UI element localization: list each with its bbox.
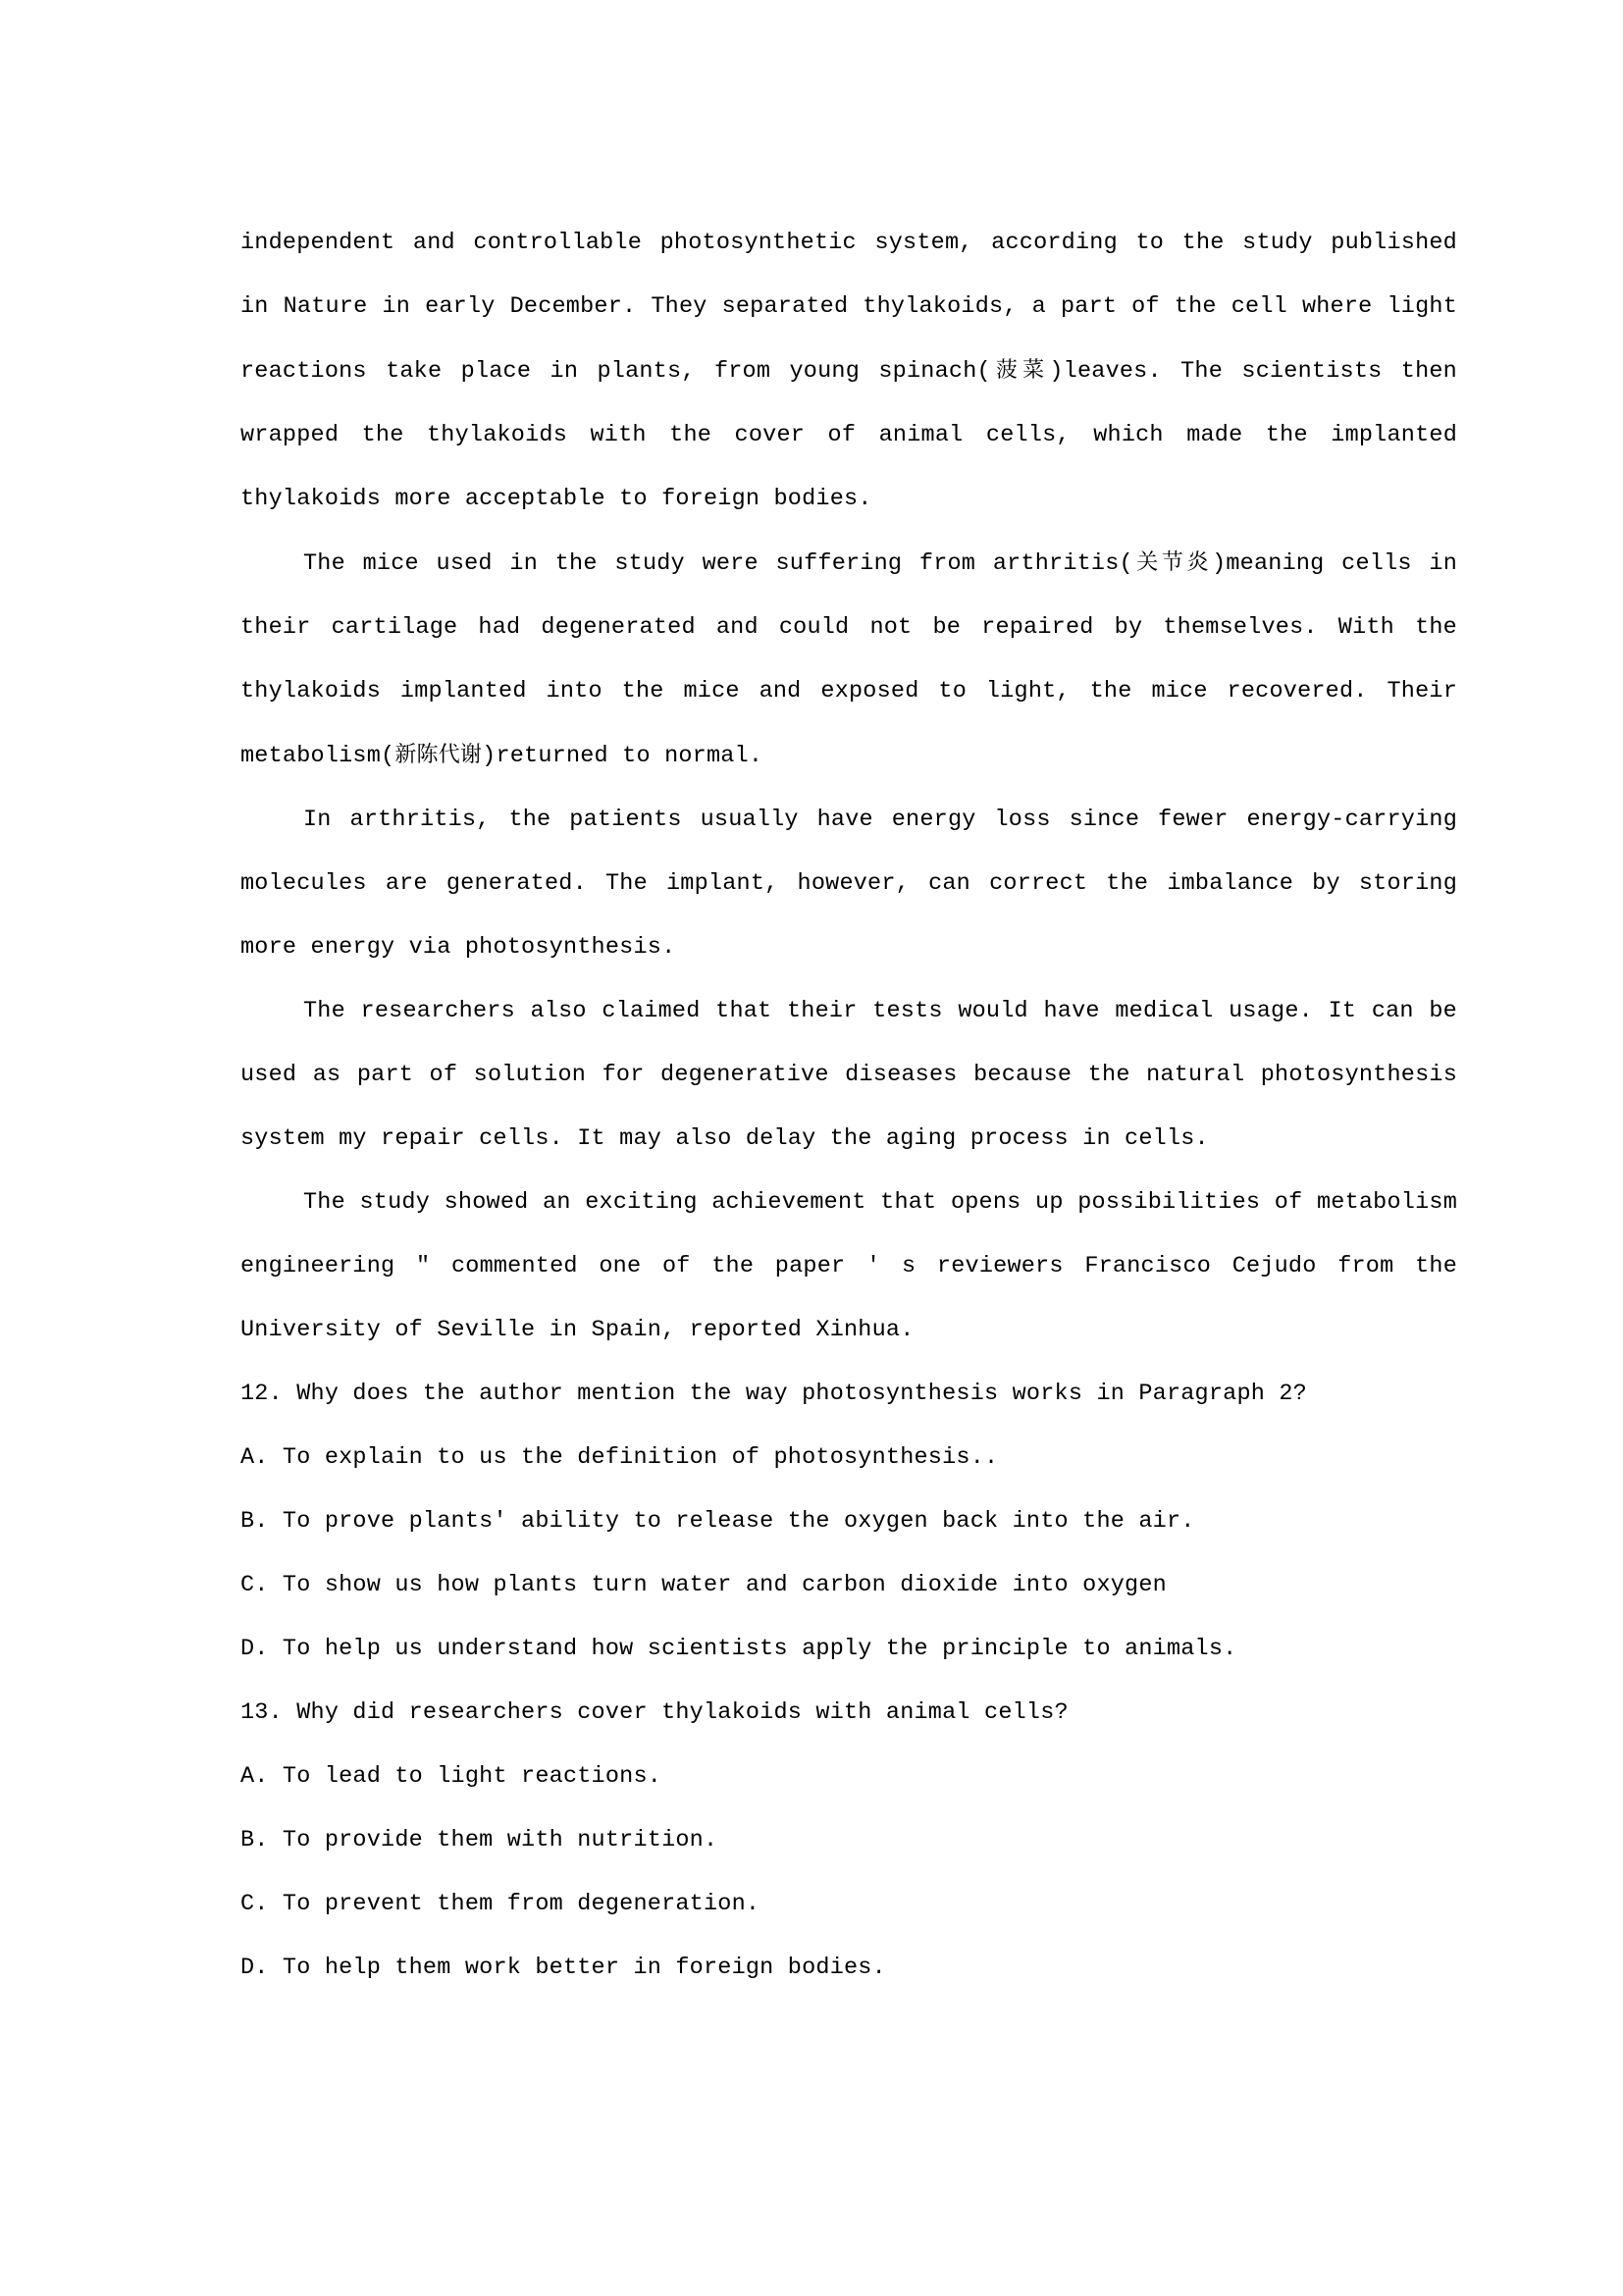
paragraph-2: The mice used in the study were suffering from arthritis(关节炎)meaning cells in their cartilage had degenerated and could not be repaired by themselves. With the thylakoids implanted into the mice and exposed to light, the mice recovered. Their metabolism(新陈代谢)returned to normal.: [240, 550, 1458, 769]
question-13-option-c[interactable]: C. To prevent them from degeneration.: [240, 1891, 760, 1917]
question-12-option-a[interactable]: A. To explain to us the definition of photosynthesis..: [240, 1444, 999, 1471]
paragraph-4: The researchers also claimed that their tests would have medical usage. It can be used as part of solution for degenerative diseases because the natural photosynthesis system my repair cells. It may also delay the aging process in cells.: [240, 998, 1457, 1152]
paragraph-3: In arthritis, the patients usually have energy loss since fewer energy-carrying molecules are generated. The implant, however, can correct the imbalance by storing more energy via photosynthesis.: [240, 807, 1457, 961]
question-12-option-c[interactable]: C. To show us how plants turn water and carbon dioxide into oxygen: [240, 1572, 1167, 1598]
question-13-stem: 13. Why did researchers cover thylakoids with animal cells?: [240, 1699, 1069, 1726]
question-13-option-a[interactable]: A. To lead to light reactions.: [240, 1763, 662, 1790]
document-body: [240, 211, 1457, 2000]
paragraph-5: The study showed an exciting achievement that opens up possibilities of metabolism engineering " commented one of the paper ' s reviewers Francisco Cejudo from the University of Seville in Spain, reported Xinhua.: [240, 1189, 1457, 1343]
paragraph-1: independent and controllable photosynthetic system, according to the study published in Nature in early December. They separated thylakoids, a part of the cell where light reactions take place in plants, from young spinach(菠菜)leaves. The scientists then wrapped the thylakoids with the cover of animal cells, which made the implanted thylakoids more acceptable to foreign bodies.: [240, 230, 1457, 512]
question-12-stem: 12. Why does the author mention the way photosynthesis works in Paragraph 2?: [240, 1381, 1307, 1407]
question-13-option-b[interactable]: B. To provide them with nutrition.: [240, 1827, 718, 1853]
question-12-option-b[interactable]: B. To prove plants' ability to release the oxygen back into the air.: [240, 1508, 1195, 1535]
question-13-option-d[interactable]: D. To help them work better in foreign bodies.: [240, 1955, 886, 1981]
question-12-option-d[interactable]: D. To help us understand how scientists apply the principle to animals.: [240, 1636, 1237, 1662]
